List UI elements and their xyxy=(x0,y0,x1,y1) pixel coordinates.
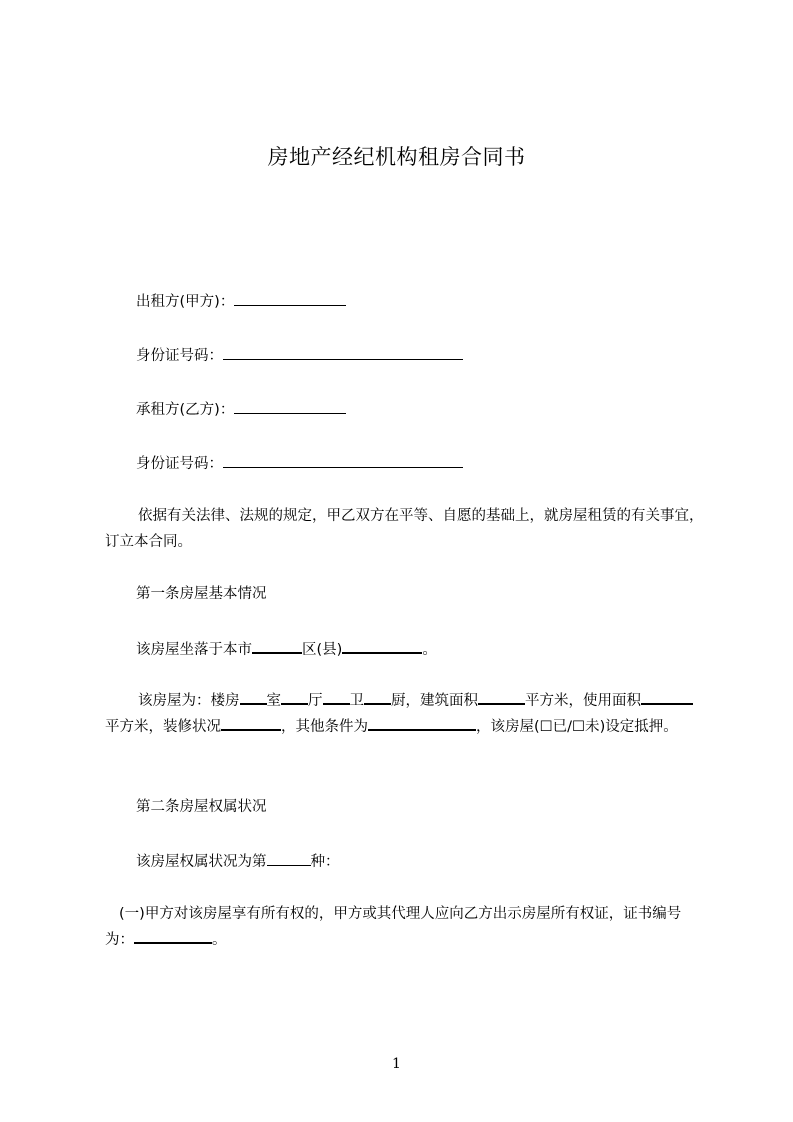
article1-heading: 第一条房屋基本情况 xyxy=(136,586,267,602)
district-blank xyxy=(342,638,422,654)
lessor-id-line xyxy=(136,345,463,366)
lessor-line xyxy=(136,291,346,312)
item1-end: 。 xyxy=(212,932,227,948)
status-type-blank xyxy=(267,851,311,866)
details-text: 厨，建筑面积 xyxy=(391,693,478,709)
baths-blank xyxy=(323,689,350,705)
document-title: 房地产经纪机构租房合同书 xyxy=(267,145,526,169)
lessee-blank xyxy=(234,399,346,414)
house-details-paragraph xyxy=(105,688,705,740)
lessor-blank xyxy=(234,291,346,306)
details-text: ，其他条件为 xyxy=(281,719,368,735)
kitchens-blank xyxy=(364,689,391,705)
preamble-paragraph xyxy=(105,503,705,555)
lessee-id-line xyxy=(136,453,463,474)
lessee-id-blank xyxy=(223,453,463,468)
location-line xyxy=(136,638,437,660)
status-prefix: 该房屋权属状况为第 xyxy=(136,854,267,870)
details-text: ，该房屋( xyxy=(476,719,540,735)
usable-area-blank xyxy=(641,689,693,705)
ownership-item1-paragraph xyxy=(105,901,705,953)
location-district-label: 区(县) xyxy=(302,642,343,658)
details-text: 卫 xyxy=(349,693,364,709)
mortgage-checkboxes: ☐已/☐未 xyxy=(539,719,600,735)
page-number: 1 xyxy=(392,1056,401,1072)
rooms-blank xyxy=(240,689,267,705)
lessee-id-label: 身份证号码： xyxy=(136,456,223,472)
halls-blank xyxy=(281,689,308,705)
details-text: 厅 xyxy=(308,693,323,709)
lessor-id-blank xyxy=(223,345,463,360)
details-text: 平方米，使用面积 xyxy=(525,693,641,709)
item1-text: (一)甲方对该房屋享有所有权的，甲方或其代理人应向乙方出示房屋所有权证，证书编号为： xyxy=(105,906,682,948)
ownership-status-line xyxy=(136,851,340,872)
details-text: 该房屋为：楼房 xyxy=(138,693,240,709)
certificate-number-blank xyxy=(134,928,212,944)
details-text: )设定抵押。 xyxy=(599,719,678,735)
article2-heading: 第二条房屋权属状况 xyxy=(136,799,267,815)
location-prefix: 该房屋坐落于本市 xyxy=(136,642,252,658)
other-conditions-blank xyxy=(368,715,476,731)
lessor-label: 出租方(甲方)： xyxy=(136,294,235,310)
city-blank xyxy=(252,638,302,654)
details-text: 平方米，装修状况 xyxy=(105,719,221,735)
preamble-text: 依据有关法律、法规的规定，甲乙双方在平等、自愿的基础上，就房屋租赁的有关事宜，订立本合同。 xyxy=(105,508,704,550)
lessee-label: 承租方(乙方)： xyxy=(136,402,235,418)
decoration-blank xyxy=(221,715,281,731)
building-area-blank xyxy=(478,689,525,705)
lessee-line xyxy=(136,399,346,420)
location-end: 。 xyxy=(422,642,437,658)
details-text: 室 xyxy=(266,693,281,709)
lessor-id-label: 身份证号码： xyxy=(136,348,223,364)
status-suffix: 种： xyxy=(310,854,340,870)
